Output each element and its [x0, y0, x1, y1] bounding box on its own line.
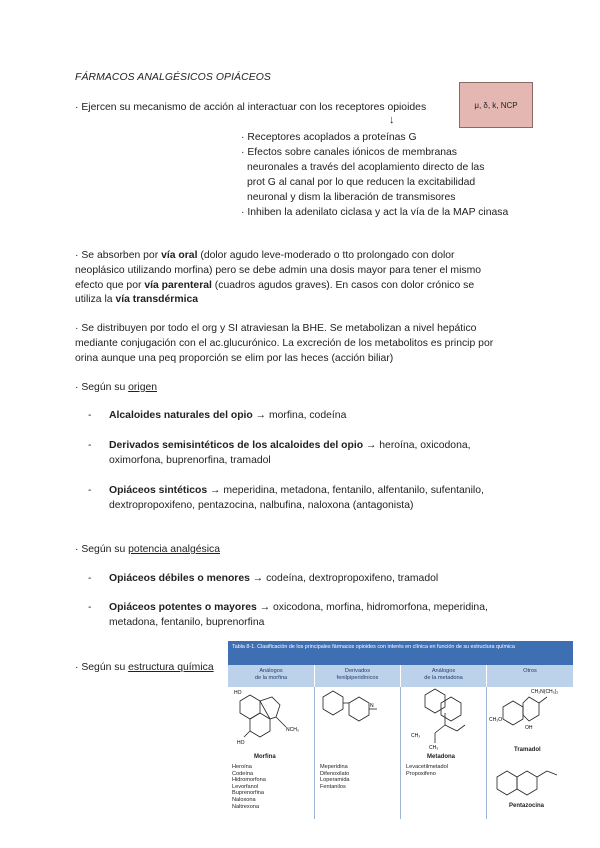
table-column [228, 687, 315, 819]
origin-heading: · Según su origen [75, 382, 158, 393]
bullet-dash: - [88, 485, 92, 496]
svg-text:CH₂N(CH₃)₂: CH₂N(CH₃)₂ [531, 689, 559, 695]
receptor-badge: μ, δ, k, NCP [459, 82, 533, 128]
svg-text:NCH₃: NCH₃ [286, 727, 299, 733]
bullet-dash: - [88, 602, 92, 613]
absorption-line: efecto que por vía parenteral (cuadros agudos graves). En casos con dolor crónico se [75, 280, 475, 291]
table-col-header: Análogos de la metadona [401, 665, 486, 687]
origin-item: Alcaloides naturales del opio → morfina, codeína [109, 410, 347, 421]
absorption-line: · Se absorben por vía oral (dolor agudo leve-moderado o tto prolongado con dolor [75, 250, 455, 261]
svg-text:CH₃: CH₃ [429, 745, 439, 751]
drug-list: Heroína Codeína Hidromorfona Levorfanol Buprenorfina Naloxona Naltrexona [232, 764, 266, 810]
distribution-line: mediante conjugación con el ac.glucurónico. La excreción de los metabolitos es princip por [75, 338, 494, 349]
table-col-header: Otros [487, 665, 573, 687]
potency-item-cont: metadona, fentanilo, buprenorfina [109, 617, 265, 628]
tramadol-structure-icon [487, 687, 573, 747]
svg-text:CH₃: CH₃ [411, 733, 421, 739]
drug-list: Meperidina Difenoxilato Loperamida Fentanilos [320, 764, 350, 790]
table-caption: Tabla 8-1. Clasificación de los principales fármacos opioides con interés en clínica en función de su estructura química [228, 641, 573, 665]
drug-list: Levacetilmetadol Propoxifeno [406, 764, 448, 777]
svg-text:CH₃O: CH₃O [489, 717, 503, 723]
structure-name: Tramadol [514, 747, 541, 753]
mechanism-line: prot G al canal por lo que reducen la excitabilidad [247, 177, 476, 188]
pentazocine-structure-icon [487, 759, 573, 799]
svg-text:HO: HO [237, 740, 245, 746]
svg-text:OH: OH [525, 725, 533, 731]
mechanism-line: · Receptores acoplados a proteínas G [241, 132, 417, 143]
mechanism-line: neuronal y dism la liberación de transmisores [247, 192, 456, 203]
mechanism-text: · Ejercen su mecanismo de acción al interactuar con los receptores opioides [75, 102, 427, 113]
origin-item-cont: dextropropoxifeno, pentazocina, nalbufina, naloxona (antagonista) [109, 500, 414, 511]
table-column [315, 687, 401, 819]
potency-item: Opiáceos débiles o menores → codeína, dextropropoxifeno, tramadol [109, 573, 439, 584]
table-column [487, 687, 573, 819]
morphine-structure-icon [228, 687, 314, 751]
origin-item: Opiáceos sintéticos → meperidina, metadona, fentanilo, alfentanilo, sufentanilo, [109, 485, 484, 496]
potency-item: Opiáceos potentes o mayores → oxicodona, morfina, hidromorfona, meperidina, [109, 602, 488, 613]
methadone-structure-icon [401, 687, 486, 751]
page-title: FÁRMACOS ANALGÉSICOS OPIÁCEOS [75, 72, 271, 83]
bullet-dash: - [88, 410, 92, 421]
origin-item: Derivados semisintéticos de los alcaloides del opio → heroína, oxicodona, [109, 440, 471, 451]
structure-name: Metadona [427, 754, 456, 760]
svg-text:HO: HO [234, 690, 242, 696]
distribution-line: orina aunque una peq proporción se elim por las heces (acción biliar) [75, 353, 394, 364]
bullet-dash: - [88, 573, 92, 584]
opioid-structure-table [228, 641, 573, 819]
mechanism-line: · Inhiben la adenilato ciclasa y act la vía de la MAP cinasa [241, 207, 509, 218]
absorption-line: utiliza la vía transdérmica [75, 294, 199, 305]
distribution-line: · Se distribuyen por todo el org y SI atraviesan la BHE. Se metabolizan a nivel hepático [75, 323, 477, 334]
table-col-header: Derivados fenilpiperidínicos [315, 665, 400, 687]
mechanism-line: neuronales a través del acoplamiento directo de las [247, 162, 485, 173]
svg-text:N: N [370, 703, 374, 709]
table-col-header: Análogos de la morfina [228, 665, 314, 687]
structure-name: Morfina [254, 754, 276, 760]
mechanism-line: · Efectos sobre canales iónicos de membranas [241, 147, 458, 158]
phenylpiperidine-structure-icon [315, 687, 400, 751]
structure-name: Pentazocina [509, 803, 545, 809]
origin-item-cont: oximorfona, buprenorfina, tramadol [109, 455, 271, 466]
potency-heading: · Según su potencia analgésica [75, 544, 220, 555]
table-column [401, 687, 487, 819]
structure-heading: · Según su estructura química [75, 662, 214, 673]
absorption-line: neoplásico utilizando morfina) pero se debe admin una dosis mayor para tener el mismo [75, 265, 482, 276]
down-arrow-icon: ↓ [389, 114, 395, 126]
bullet-dash: - [88, 440, 92, 451]
